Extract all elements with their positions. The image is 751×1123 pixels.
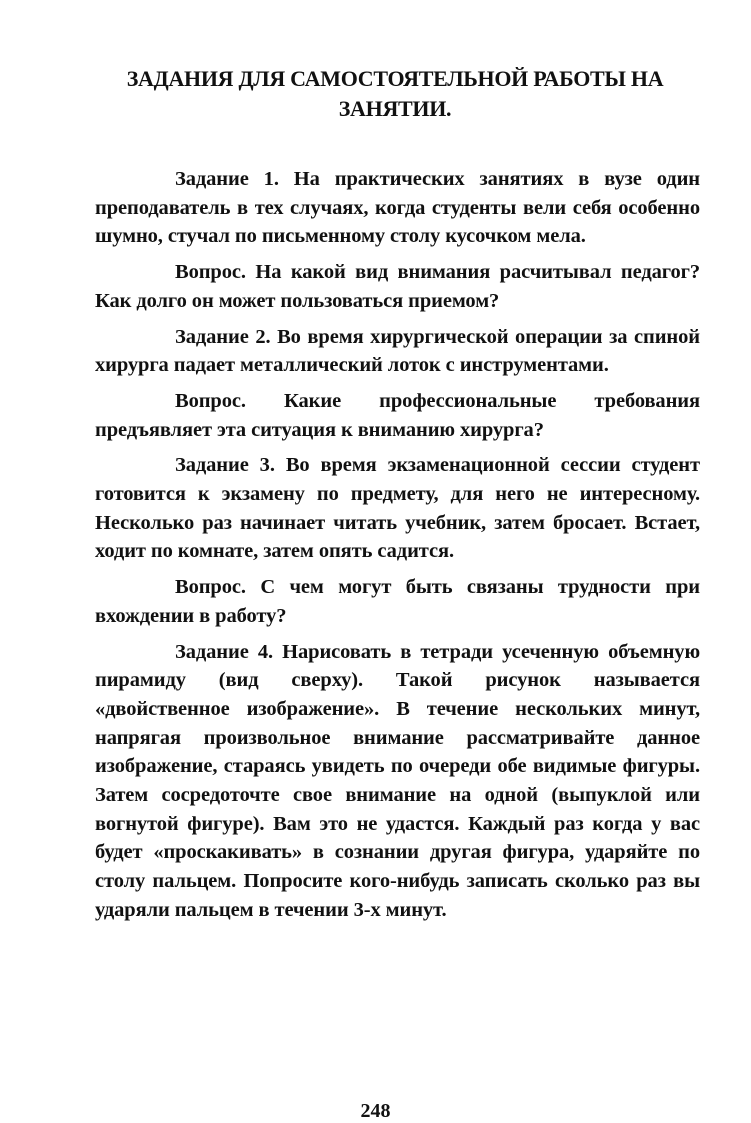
task-2-paragraph [95, 323, 700, 380]
page-number: 248 [360, 1100, 391, 1122]
task-1-paragraph [95, 165, 700, 251]
page-title [80, 64, 710, 124]
question-2-paragraph: Вопрос. Какие профессиональные требования предъявляет эта ситуация к вниманию хирурга? [95, 389, 700, 441]
task-3-paragraph [95, 451, 700, 566]
question-1-paragraph: Вопрос. На какой вид внимания расчитывал педагог? Как долго он может пользоваться приемом? [95, 261, 700, 312]
task-1-text: На практических занятиях в вузе один преподаватель в тех случаях, когда студенты вели себя особенно шумно, стучал по письменному столу кусочком мела. [95, 168, 700, 248]
task-1-label: Задание 1. [175, 168, 279, 190]
task-4-label: Задание 4. [175, 640, 274, 663]
question-3-paragraph: Вопрос. С чем могут быть связаны трудности при вхождении в работу? [95, 576, 700, 627]
task-2-label: Задание 2. [175, 325, 271, 348]
title-line-2: ЗАНЯТИИ. [338, 96, 452, 121]
task-3-text: Во время экзаменационной сессии студент готовится к экзамену по предмету, для него не интересному. Несколько раз начинает читать учебник, затем бросает. Встает, ходит по комнате, затем опять садится. [95, 454, 700, 563]
task-4-paragraph [95, 638, 700, 925]
task-4-text: Нарисовать в тетради усеченную объемную пирамиду (вид сверху). Такой рисунок называется «двойственное изображение». В течение нескольких минут, напрягая произвольное внимание рассматривайте данное изображение, стараясь увидеть по очереди обе видимые фигуры. Затем сосредоточте свое внимание на одной (выпуклой или вогнутой фигуре). Вам это не удастся. Каждый раз когда у вас будет «проскакивать» в сознании другая фигура, ударяйте по столу пальцем. Попросите кого-нибудь записать сколько раз вы ударяли пальцем в течении 3-х минут. [95, 640, 701, 921]
page-body [95, 165, 700, 932]
task-2-text: Во время хирургической операции за спиной хирурга падает металлический лоток с инструментами. [95, 325, 700, 377]
task-3-label: Задание 3. [175, 454, 275, 477]
title-line-1: ЗАДАНИЯ ДЛЯ САМОСТОЯТЕЛЬНОЙ РАБОТЫ НА [126, 66, 664, 91]
